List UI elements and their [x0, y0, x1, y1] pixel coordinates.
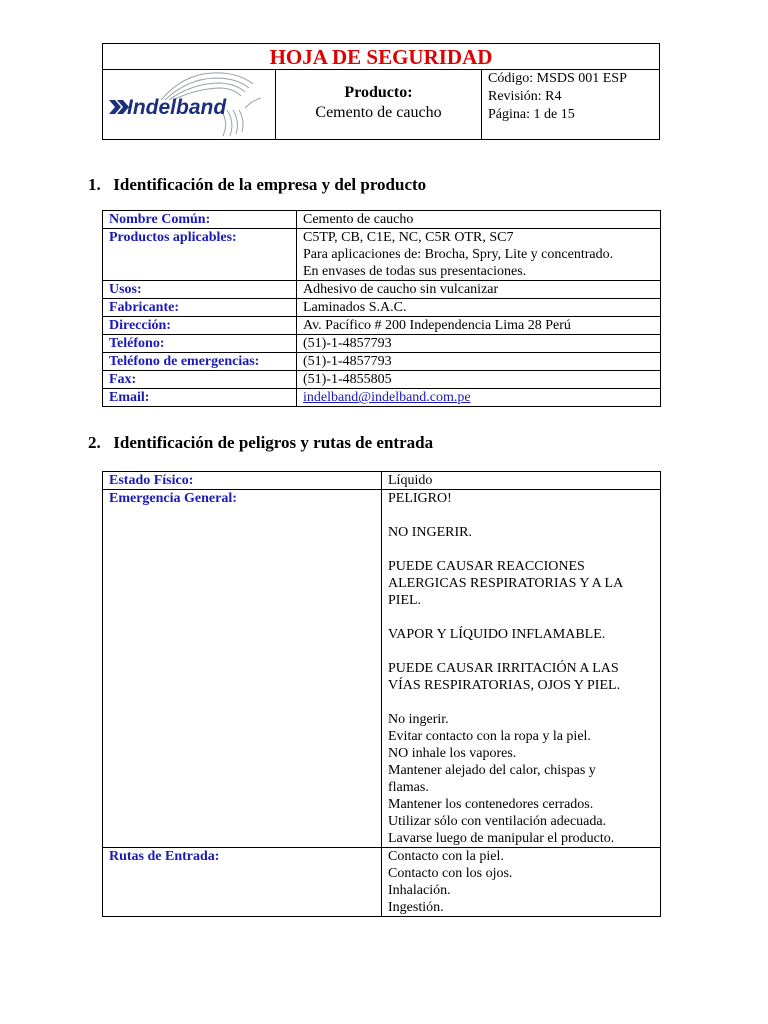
- document-meta: [482, 70, 660, 140]
- value-line: Mantener alejado del calor, chispas y: [388, 763, 596, 778]
- row-value: [297, 335, 661, 353]
- svg-text:Indelband: Indelband: [127, 96, 227, 119]
- value-line: [388, 507, 654, 524]
- document-revision: Revisión: R4: [488, 89, 562, 104]
- value-line: C5TP, CB, C1E, NC, C5R OTR, SC7: [303, 230, 514, 245]
- row-label: Dirección:: [103, 317, 297, 335]
- value-line: Contacto con los ojos.: [388, 866, 513, 881]
- section-2-heading: 2. Identificación de peligros y rutas de entrada: [88, 433, 434, 452]
- table-row: [103, 335, 661, 353]
- document-title: HOJA DE SEGURIDAD: [103, 44, 659, 70]
- value-line: Lavarse luego de manipular el producto.: [388, 831, 615, 846]
- value-line: PUEDE CAUSAR REACCIONES: [388, 559, 585, 574]
- value-line: (51)-1-4857793: [303, 336, 392, 351]
- email-link[interactable]: indelband@indelband.com.pe: [303, 390, 471, 405]
- value-line: Cemento de caucho: [303, 212, 414, 227]
- value-line: Utilizar sólo con ventilación adecuada.: [388, 814, 607, 829]
- section-1-heading: 1. Identificación de la empresa y del producto: [88, 175, 427, 194]
- value-line: NO INGERIR.: [388, 525, 472, 540]
- hazards-table: [102, 471, 661, 917]
- value-line: [388, 643, 654, 660]
- section-2-title: Identificación de peligros y rutas de entrada: [113, 433, 434, 452]
- value-line: Contacto con la piel.: [388, 849, 504, 864]
- row-value: [297, 229, 661, 281]
- value-line: Adhesivo de caucho sin vulcanizar: [303, 282, 499, 297]
- row-label: Email:: [103, 389, 297, 407]
- value-line: VÍAS RESPIRATORIAS, OJOS Y PIEL.: [388, 678, 621, 693]
- table-row: [103, 229, 661, 281]
- table-row: [103, 317, 661, 335]
- value-line: NO inhale los vapores.: [388, 746, 517, 761]
- row-label: Teléfono:: [103, 335, 297, 353]
- table-row: [103, 490, 661, 848]
- table-row: [103, 353, 661, 371]
- indelband-logo-icon: [103, 70, 275, 139]
- value-line: (51)-1-4855805: [303, 372, 392, 387]
- product-cell: [276, 70, 482, 140]
- value-line: No ingerir.: [388, 712, 449, 727]
- value-line: En envases de todas sus presentaciones.: [303, 264, 527, 279]
- value-line: Para aplicaciones de: Brocha, Spry, Lite y concentrado.: [303, 247, 614, 262]
- document-page: Página: 1 de 15: [488, 107, 575, 122]
- row-label: Usos:: [103, 281, 297, 299]
- value-line: PIEL.: [388, 593, 422, 608]
- row-value: [297, 317, 661, 335]
- emergencia-value: [382, 490, 661, 848]
- rutas-value: [382, 848, 661, 917]
- estado-label: Estado Físico:: [103, 472, 382, 490]
- document-code: Código: MSDS 001 ESP: [488, 71, 627, 86]
- section-1-title: Identificación de la empresa y del producto: [113, 175, 427, 194]
- value-line: Laminados S.A.C.: [303, 300, 407, 315]
- row-label: Productos aplicables:: [103, 229, 297, 281]
- emergencia-label: Emergencia General:: [103, 490, 382, 848]
- value-line: (51)-1-4857793: [303, 354, 392, 369]
- row-value: [297, 211, 661, 229]
- product-name: Cemento de caucho: [315, 104, 442, 121]
- value-line: [388, 694, 654, 711]
- table-row: [103, 371, 661, 389]
- row-label: Fax:: [103, 371, 297, 389]
- rutas-label: Rutas de Entrada:: [103, 848, 382, 917]
- value-line: ALERGICAS RESPIRATORIAS Y A LA: [388, 576, 624, 591]
- row-value: [297, 299, 661, 317]
- company-logo: [103, 70, 276, 140]
- row-label: Nombre Común:: [103, 211, 297, 229]
- row-value: [297, 389, 661, 407]
- row-label: Teléfono de emergencias:: [103, 353, 297, 371]
- value-line: PUEDE CAUSAR IRRITACIÓN A LAS: [388, 661, 619, 676]
- value-line: Ingestión.: [388, 900, 444, 915]
- value-line: flamas.: [388, 780, 429, 795]
- value-line: [388, 541, 654, 558]
- table-row: [103, 299, 661, 317]
- value-line: Mantener los contenedores cerrados.: [388, 797, 594, 812]
- value-line: Inhalación.: [388, 883, 451, 898]
- value-line: Evitar contacto con la ropa y la piel.: [388, 729, 591, 744]
- company-product-table: [102, 210, 661, 407]
- table-row: [103, 211, 661, 229]
- value-line: VAPOR Y LÍQUIDO INFLAMABLE.: [388, 627, 606, 642]
- table-row: [103, 389, 661, 407]
- estado-value: Líquido: [382, 472, 661, 490]
- row-value: [297, 371, 661, 389]
- row-label: Fabricante:: [103, 299, 297, 317]
- table-row: [103, 281, 661, 299]
- row-value: [297, 281, 661, 299]
- table-row: [103, 848, 661, 917]
- value-line: Av. Pacífico # 200 Independencia Lima 28 Perú: [303, 318, 571, 333]
- product-label: Producto:: [344, 84, 413, 101]
- value-line: [388, 609, 654, 626]
- row-value: [297, 353, 661, 371]
- value-line: PELIGRO!: [388, 491, 452, 506]
- document-header: [102, 43, 660, 140]
- table-row: [103, 472, 661, 490]
